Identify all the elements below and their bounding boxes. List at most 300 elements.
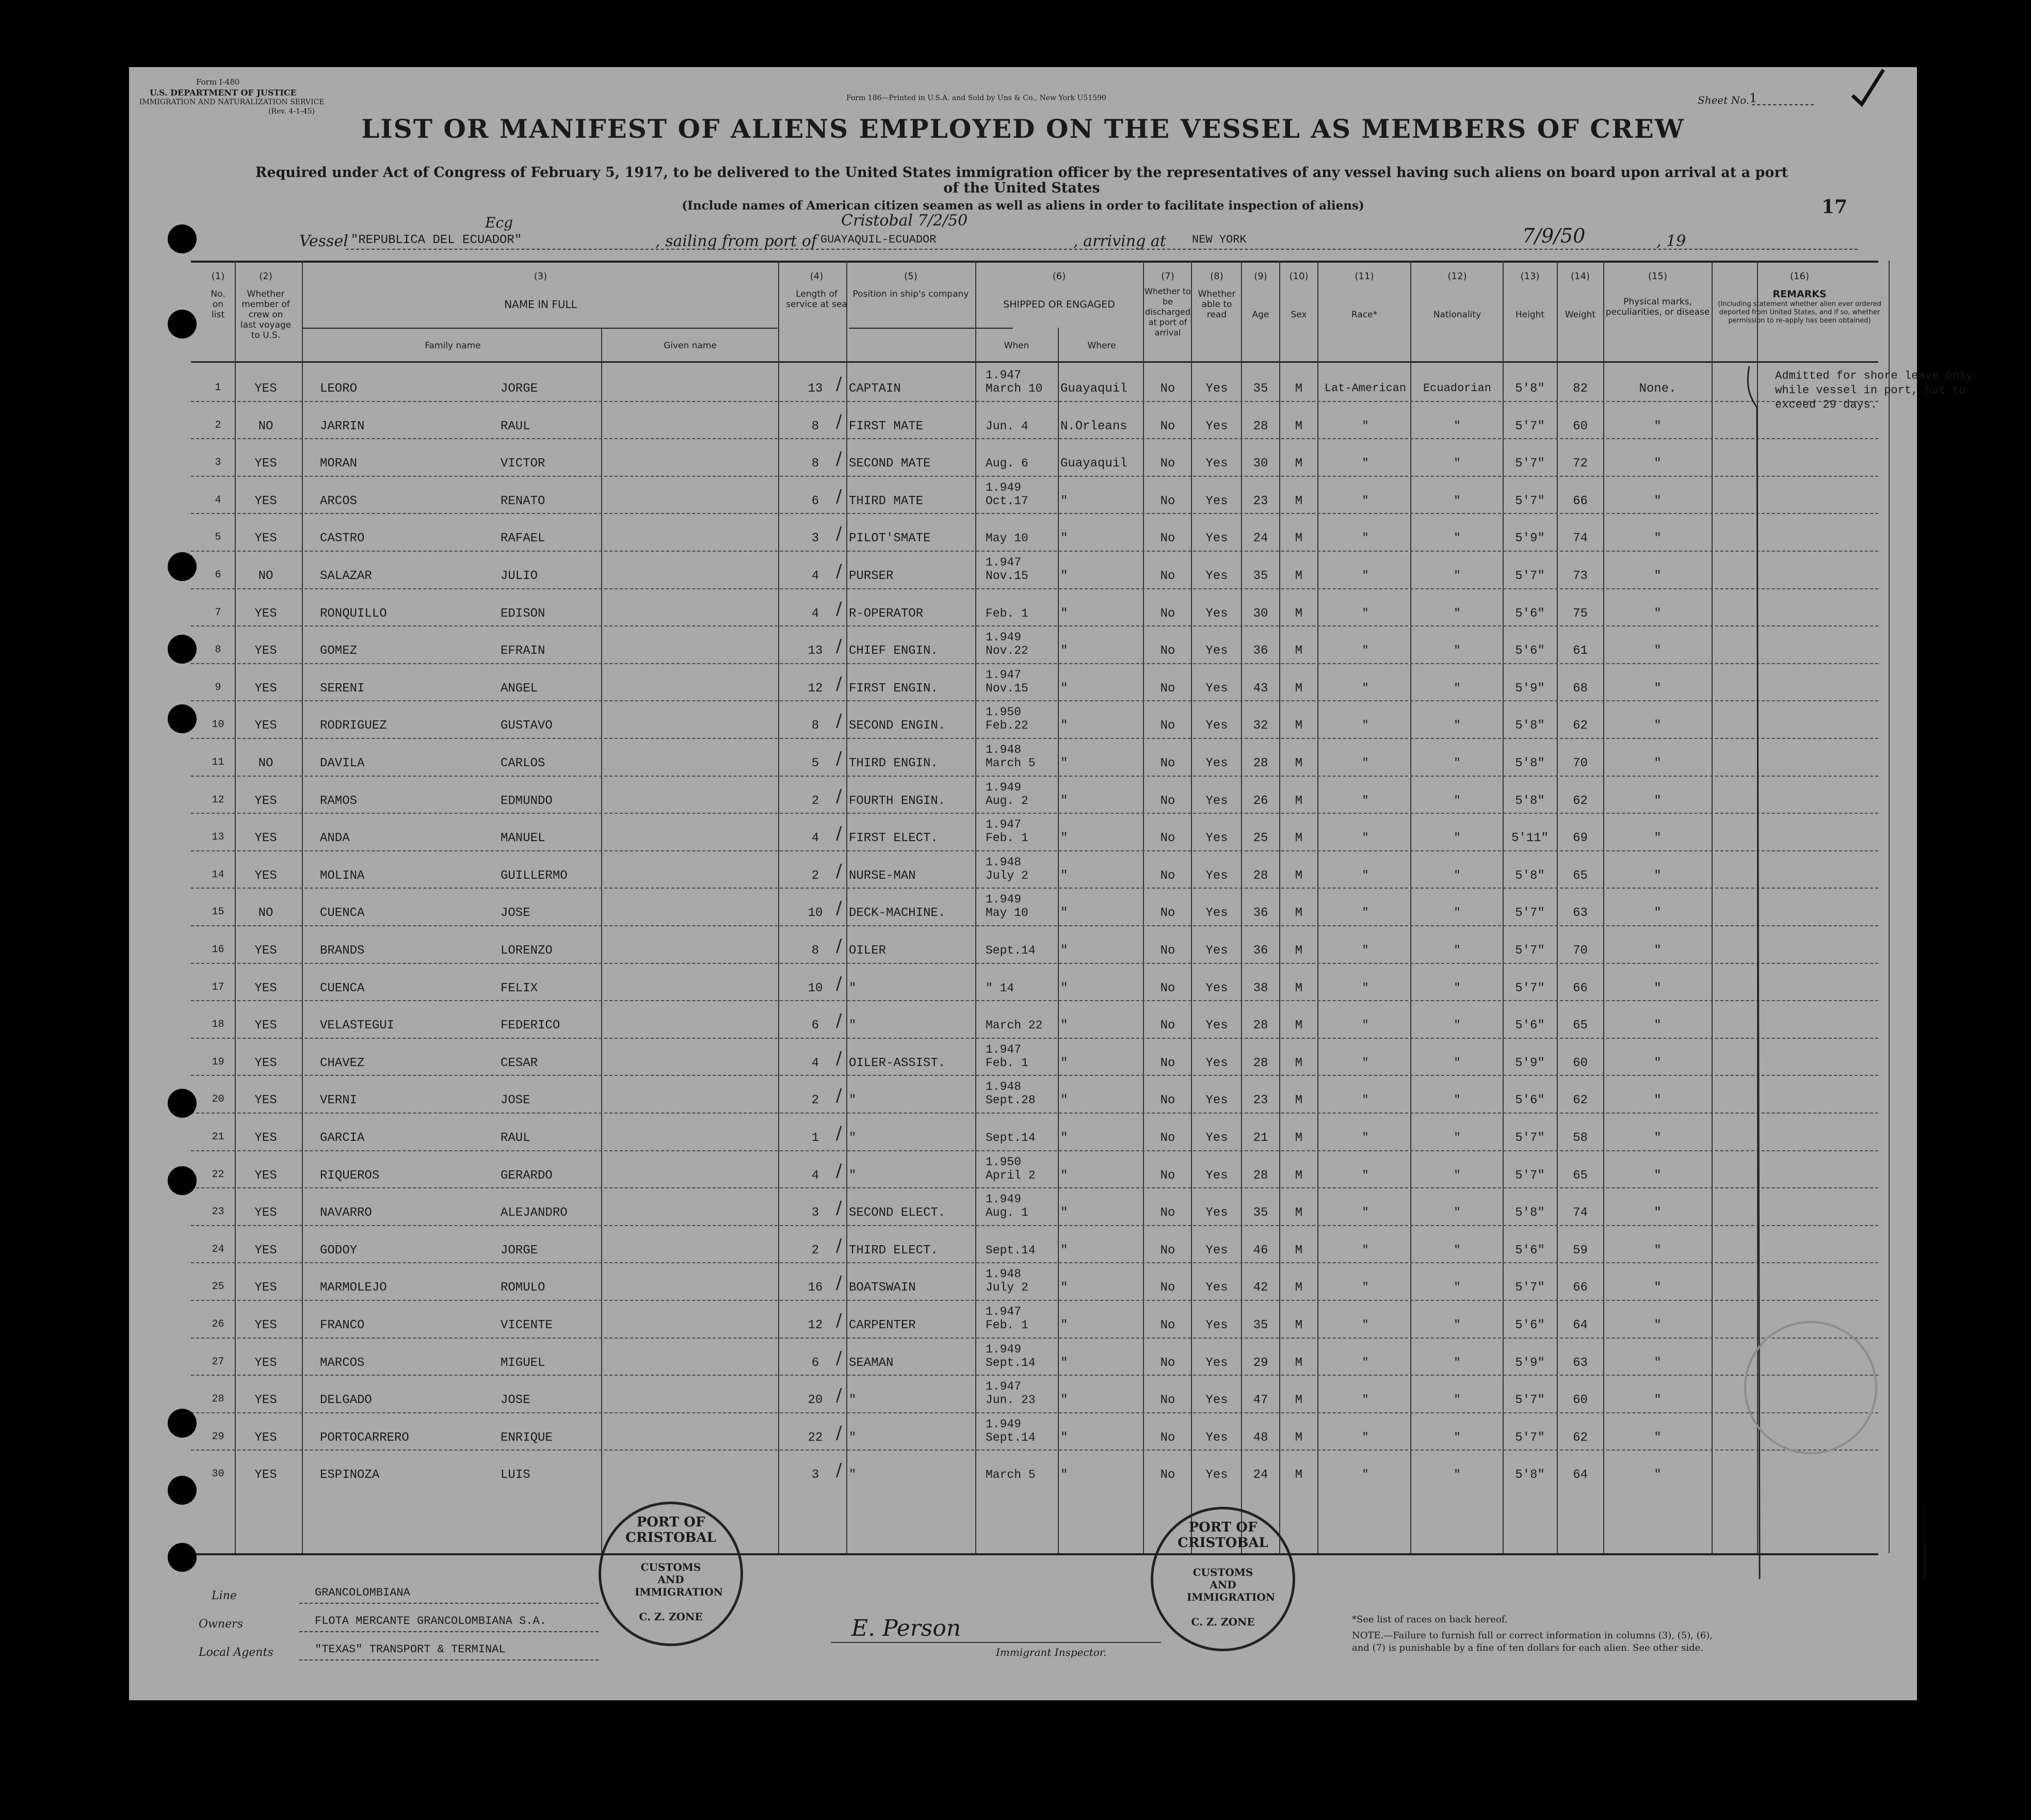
cell-no: 10 <box>212 719 224 731</box>
check-slash-icon: / <box>836 711 842 732</box>
cell-where: " <box>1060 531 1068 546</box>
cell-disch: No <box>1160 1356 1175 1370</box>
cell-given: VICENTE <box>501 1318 553 1332</box>
cell-marks: " <box>1654 419 1662 433</box>
cell-when: March 5 <box>986 1468 1036 1482</box>
cell-position: SECOND ELECT. <box>849 1206 946 1220</box>
cell-position: THIRD MATE <box>849 494 924 508</box>
stamp-inner-text: CUSTOMS AND IMMIGRATION <box>635 1561 723 1598</box>
cell-height: 5'7" <box>1515 1393 1545 1408</box>
cell-position: " <box>849 981 857 995</box>
cell-height: 5'9" <box>1515 681 1545 696</box>
cell-read: Yes <box>1205 606 1228 621</box>
cell-height: 5'8" <box>1515 382 1545 396</box>
cell-weight: 66 <box>1573 494 1588 508</box>
cell-race: " <box>1362 906 1369 920</box>
cell-no: 26 <box>212 1318 224 1330</box>
cell-family: ANDA <box>320 831 350 846</box>
cell-age: 36 <box>1253 906 1268 921</box>
cell-race: " <box>1362 1206 1369 1219</box>
col-label-sex: Sex <box>1291 310 1307 320</box>
cell-height: 5'7" <box>1515 906 1545 921</box>
cell-race: " <box>1362 756 1369 769</box>
cell-prev: YES <box>254 868 277 883</box>
cell-marks: " <box>1654 531 1662 546</box>
inspector-label: Immigrant Inspector. <box>996 1646 1107 1658</box>
cell-nat: " <box>1454 1206 1461 1219</box>
cell-when: Jun. 4 <box>986 419 1028 433</box>
cell-year: 1.949 <box>986 1193 1022 1206</box>
cell-when: Oct.17 <box>986 494 1028 508</box>
vessel-label: Vessel <box>299 232 348 250</box>
cell-position: FIRST MATE <box>849 419 924 433</box>
cell-weight: 65 <box>1573 1168 1588 1183</box>
cell-age: 30 <box>1253 606 1268 621</box>
cell-race: " <box>1362 794 1369 807</box>
cell-given: JOSE <box>501 1393 530 1408</box>
cell-family: GARCIA <box>320 1131 365 1145</box>
cell-weight: 75 <box>1573 606 1588 621</box>
cell-read: Yes <box>1205 419 1228 433</box>
cell-height: 5'7" <box>1515 944 1545 958</box>
agents-underline <box>299 1660 599 1661</box>
cell-height: 5'7" <box>1515 1131 1545 1145</box>
cell-race: " <box>1362 644 1369 657</box>
cell-prev: YES <box>254 1318 277 1332</box>
cell-prev: YES <box>254 1356 277 1370</box>
column-rule <box>1557 261 1558 1553</box>
cell-prev: YES <box>254 1468 277 1483</box>
cell-weight: 62 <box>1573 794 1588 808</box>
sailing-label: , sailing from port of <box>655 232 817 250</box>
cell-when: Feb.22 <box>986 719 1028 733</box>
cell-no: 24 <box>212 1243 224 1255</box>
cell-race: " <box>1362 944 1369 957</box>
cell-position: " <box>849 1168 857 1183</box>
cell-when: Sept.14 <box>986 1131 1036 1145</box>
col-label-where: Where <box>1087 341 1116 351</box>
cell-where: " <box>1060 1056 1068 1070</box>
cell-no: 8 <box>215 644 221 656</box>
cell-weight: 60 <box>1573 1056 1588 1070</box>
cell-nat: " <box>1454 868 1461 882</box>
cell-read: Yes <box>1205 1093 1228 1108</box>
check-slash-icon: / <box>836 1422 842 1443</box>
cell-nat: " <box>1454 494 1461 507</box>
cell-prev: YES <box>254 1168 277 1183</box>
cell-height: 5'7" <box>1515 1281 1545 1295</box>
cell-where: " <box>1060 1281 1068 1295</box>
cell-disch: No <box>1160 1393 1175 1408</box>
check-slash-icon: / <box>836 1460 842 1481</box>
stamp-outer-text: PORT OF CRISTOBAL <box>1178 1520 1268 1551</box>
cell-where: " <box>1060 1131 1068 1145</box>
cell-sex: M <box>1295 981 1303 995</box>
cell-nat: " <box>1454 756 1461 769</box>
cell-when: March 10 <box>986 382 1043 395</box>
cell-age: 23 <box>1253 494 1268 508</box>
cell-when: March 22 <box>986 1019 1043 1033</box>
stamp-bottom-text: C. Z. ZONE <box>1191 1616 1255 1628</box>
cell-weight: 72 <box>1573 457 1588 471</box>
cell-where: Guayaquil <box>1060 382 1127 396</box>
cell-sex: M <box>1295 906 1303 921</box>
cell-prev: YES <box>254 1281 277 1295</box>
cell-where: " <box>1060 1019 1068 1033</box>
cell-when: May 10 <box>986 531 1028 545</box>
cell-given: ENRIQUE <box>501 1430 553 1445</box>
cell-height: 5'8" <box>1515 1468 1545 1483</box>
cell-no: 2 <box>215 419 221 431</box>
cell-sex: M <box>1295 1393 1303 1408</box>
cell-height: 5'6" <box>1515 606 1545 621</box>
check-slash-icon: / <box>836 1310 842 1331</box>
cell-prev: YES <box>254 1430 277 1445</box>
remarks-text: Admitted for shore leave only while vessel in port, not to exceed 29 days. <box>1775 369 1973 411</box>
cell-where: " <box>1060 569 1068 583</box>
cell-position: " <box>849 1468 857 1483</box>
page-title: LIST OR MANIFEST OF ALIENS EMPLOYED ON THE VESSEL AS MEMBERS OF CREW <box>361 114 1685 144</box>
cell-where: " <box>1060 868 1068 883</box>
cell-given: JULIO <box>501 569 538 583</box>
cell-given: GUILLERMO <box>501 868 568 883</box>
cell-race: " <box>1362 1019 1369 1032</box>
col-label-race: Race* <box>1351 310 1378 320</box>
check-mark-icon <box>1847 67 1889 108</box>
cell-prev: NO <box>258 419 273 433</box>
cell-prev: YES <box>254 1093 277 1108</box>
cell-no: 15 <box>212 906 224 919</box>
cell-race: " <box>1362 1393 1369 1407</box>
cell-position: FIRST ENGIN. <box>849 681 938 696</box>
cell-nat: " <box>1454 1318 1461 1331</box>
cell-sex: M <box>1295 1168 1303 1183</box>
cell-sex: M <box>1295 644 1303 658</box>
cell-race: " <box>1362 569 1369 582</box>
cell-race: " <box>1362 1093 1369 1107</box>
column-rule <box>235 261 236 1553</box>
cell-read: Yes <box>1205 719 1228 733</box>
check-slash-icon: / <box>836 636 842 657</box>
cell-given: MANUEL <box>501 831 545 846</box>
cell-read: Yes <box>1205 794 1228 808</box>
cell-read: Yes <box>1205 1056 1228 1070</box>
cell-no: 9 <box>215 681 221 694</box>
cell-race: " <box>1362 1243 1369 1257</box>
col-num-15: (15) <box>1648 271 1667 282</box>
cell-position: FOURTH ENGIN. <box>849 794 946 808</box>
cell-marks: " <box>1654 756 1662 770</box>
cell-prev: YES <box>254 944 277 958</box>
col-label-weight: Weight <box>1565 310 1596 320</box>
cell-disch: No <box>1160 1056 1175 1070</box>
col-label-prev: Whether member of crew on last voyage to U.S. <box>240 289 292 341</box>
cell-sex: M <box>1295 1056 1303 1070</box>
cell-nat: " <box>1454 831 1461 845</box>
cell-disch: No <box>1160 981 1175 995</box>
cell-sex: M <box>1295 944 1303 958</box>
cell-disch: No <box>1160 644 1175 658</box>
cell-read: Yes <box>1205 1206 1228 1220</box>
cell-where: " <box>1060 1430 1068 1445</box>
cell-disch: No <box>1160 1430 1175 1445</box>
cell-height: 5'6" <box>1515 1019 1545 1033</box>
cell-nat: " <box>1454 1056 1461 1069</box>
cell-height: 5'7" <box>1515 1430 1545 1445</box>
cell-no: 20 <box>212 1093 224 1106</box>
cell-read: Yes <box>1205 1393 1228 1408</box>
cell-year: 1.950 <box>986 705 1022 719</box>
cell-sex: M <box>1295 569 1303 583</box>
cell-age: 35 <box>1253 1318 1268 1332</box>
cell-where: " <box>1060 1393 1068 1408</box>
col-num-4: (4) <box>810 271 824 282</box>
cell-age: 47 <box>1253 1393 1268 1408</box>
cell-position: SECOND MATE <box>849 457 931 471</box>
col-label-remarks: REMARKS <box>1772 288 1827 300</box>
cell-age: 28 <box>1253 419 1268 433</box>
cell-where: " <box>1060 831 1068 846</box>
cell-year: 1.947 <box>986 1380 1022 1394</box>
cell-prev: YES <box>254 382 277 396</box>
cell-age: 35 <box>1253 569 1268 583</box>
col-label-height: Height <box>1515 310 1545 320</box>
col-label-marks: Physical marks, peculiarities, or disease <box>1605 297 1710 317</box>
cell-when: Feb. 1 <box>986 1056 1028 1070</box>
cell-no: 14 <box>212 868 224 881</box>
cell-given: FEDERICO <box>501 1019 560 1033</box>
cell-where: " <box>1060 1318 1068 1332</box>
cell-marks: " <box>1654 1056 1662 1070</box>
cell-service: 16 <box>808 1281 823 1295</box>
cell-read: Yes <box>1205 569 1228 583</box>
check-slash-icon: / <box>836 1198 842 1219</box>
cell-given: JOSE <box>501 1093 530 1108</box>
cell-nat: " <box>1454 1131 1461 1144</box>
table-top-rule <box>191 261 1878 263</box>
cell-weight: 65 <box>1573 868 1588 883</box>
cell-marks: " <box>1654 457 1662 471</box>
cell-when: Jun. 23 <box>986 1393 1036 1407</box>
cell-service: 12 <box>808 681 823 696</box>
col-label-discharged: Whether to be discharged at port of arrival <box>1145 286 1191 337</box>
cell-when: July 2 <box>986 868 1028 882</box>
cell-year: 1.947 <box>986 368 1022 382</box>
check-slash-icon: / <box>836 411 842 432</box>
cell-prev: YES <box>254 1131 277 1145</box>
cell-age: 36 <box>1253 944 1268 958</box>
cell-disch: No <box>1160 868 1175 883</box>
cell-read: Yes <box>1205 1019 1228 1033</box>
cell-weight: 64 <box>1573 1318 1588 1332</box>
sheet-label: Sheet No. <box>1698 94 1750 106</box>
cell-disch: No <box>1160 944 1175 958</box>
cell-given: EDISON <box>501 606 545 621</box>
cell-age: 23 <box>1253 1093 1268 1108</box>
cell-position: " <box>849 1093 857 1108</box>
cell-year: 1.947 <box>986 1042 1022 1056</box>
cell-year: 1.949 <box>986 480 1022 494</box>
cell-race: " <box>1362 868 1369 882</box>
cell-disch: No <box>1160 1093 1175 1108</box>
cell-disch: No <box>1160 382 1175 396</box>
cell-read: Yes <box>1205 981 1228 995</box>
cell-family: BRANDS <box>320 944 365 958</box>
cell-sex: M <box>1295 1243 1303 1258</box>
cell-given: MIGUEL <box>501 1356 545 1370</box>
cell-where: " <box>1060 981 1068 995</box>
cell-family: CASTRO <box>320 531 365 546</box>
cell-where: " <box>1060 1093 1068 1108</box>
column-rule <box>1191 261 1192 1553</box>
col-num-12: (12) <box>1447 271 1467 282</box>
cell-height: 5'8" <box>1515 1206 1545 1220</box>
cell-sex: M <box>1295 1468 1303 1483</box>
cell-disch: No <box>1160 1281 1175 1295</box>
cell-position: NURSE-MAN <box>849 868 916 883</box>
cell-age: 43 <box>1253 681 1268 696</box>
col-label-position: Position in ship's company <box>852 289 969 299</box>
cell-where: " <box>1060 906 1068 921</box>
cell-service: 3 <box>811 531 819 546</box>
cell-nat: " <box>1454 1393 1461 1407</box>
cell-family: DAVILA <box>320 756 365 770</box>
cell-marks: " <box>1654 868 1662 883</box>
cell-marks: " <box>1654 1356 1662 1370</box>
cell-nat: " <box>1454 1356 1461 1369</box>
cell-age: 28 <box>1253 1019 1268 1033</box>
cell-weight: 62 <box>1573 719 1588 733</box>
cell-family: RIQUEROS <box>320 1168 380 1183</box>
check-slash-icon: / <box>836 785 842 807</box>
cell-given: LUIS <box>501 1468 530 1483</box>
cell-nat: " <box>1454 1168 1461 1182</box>
col-label-remarks-note: (Including statement whether alien ever ordered deported from United States, and if so, whether permission to re-apply has been obtained) <box>1718 300 1881 325</box>
col-num-8: (8) <box>1210 271 1223 282</box>
cell-height: 5'6" <box>1515 1093 1545 1108</box>
cell-year: 1.949 <box>986 631 1022 645</box>
cell-marks: " <box>1654 606 1662 621</box>
cell-age: 36 <box>1253 644 1268 658</box>
cell-marks: " <box>1654 1468 1662 1483</box>
cell-age: 38 <box>1253 981 1268 995</box>
cell-nat: " <box>1454 681 1461 695</box>
cell-prev: NO <box>258 569 273 583</box>
cell-sex: M <box>1295 1356 1303 1370</box>
cell-no: 29 <box>212 1430 224 1443</box>
arrival-date: 7/9/50 <box>1522 224 1586 247</box>
cell-read: Yes <box>1205 1281 1228 1295</box>
cell-position: SECOND ENGIN. <box>849 719 946 733</box>
cell-family: DELGADO <box>320 1393 372 1408</box>
cell-family: GODOY <box>320 1243 358 1258</box>
cell-no: 30 <box>212 1468 224 1480</box>
cell-nat: " <box>1454 1019 1461 1032</box>
cell-disch: No <box>1160 1131 1175 1145</box>
cell-read: Yes <box>1205 944 1228 958</box>
cell-no: 4 <box>215 494 221 506</box>
cell-family: CUENCA <box>320 981 365 995</box>
cell-weight: 60 <box>1573 1393 1588 1408</box>
cell-sex: M <box>1295 1318 1303 1332</box>
cell-sex: M <box>1295 1281 1303 1295</box>
cell-marks: " <box>1654 1093 1662 1108</box>
column-rule <box>1317 261 1318 1553</box>
cell-family: SALAZAR <box>320 569 372 583</box>
cell-no: 18 <box>212 1019 224 1031</box>
cell-prev: YES <box>254 681 277 696</box>
cell-nat: " <box>1454 1243 1461 1257</box>
cell-age: 21 <box>1253 1131 1268 1145</box>
col-num-6: (6) <box>1052 271 1066 282</box>
cell-height: 5'8" <box>1515 756 1545 770</box>
check-slash-icon: / <box>836 486 842 507</box>
line-underline <box>299 1603 599 1604</box>
cell-service: 5 <box>811 756 819 770</box>
cell-given: FELIX <box>501 981 538 995</box>
cell-disch: No <box>1160 494 1175 508</box>
cell-where: Guayaquil <box>1060 457 1127 471</box>
cell-given: RAFAEL <box>501 531 545 546</box>
cell-position: " <box>849 1393 857 1408</box>
col-label-service: Length of service at sea <box>786 289 847 310</box>
owners-underline <box>299 1631 599 1632</box>
cell-weight: 73 <box>1573 569 1588 583</box>
cell-given: JORGE <box>501 1243 538 1258</box>
cell-sex: M <box>1295 756 1303 770</box>
cell-where: " <box>1060 944 1068 958</box>
cell-service: 8 <box>811 457 819 471</box>
cell-weight: 60 <box>1573 419 1588 433</box>
cell-disch: No <box>1160 1318 1175 1332</box>
cell-sex: M <box>1295 1093 1303 1108</box>
cell-service: 2 <box>811 1243 819 1258</box>
cell-marks: " <box>1654 681 1662 696</box>
cell-sex: M <box>1295 1430 1303 1445</box>
cell-marks: " <box>1654 1019 1662 1033</box>
cell-read: Yes <box>1205 1131 1228 1145</box>
cell-race: Lat-American <box>1324 382 1407 395</box>
cell-given: RAUL <box>501 1131 530 1145</box>
cell-height: 5'7" <box>1515 981 1545 995</box>
col-num-11: (11) <box>1355 271 1374 282</box>
cell-service: 8 <box>811 419 819 433</box>
page-number: 17 <box>1822 196 1848 218</box>
check-slash-icon: / <box>836 823 842 844</box>
binder-hole <box>168 635 197 664</box>
cell-marks: " <box>1654 906 1662 921</box>
subtitle: Required under Act of Congress of February 5, 1917, to be delivered to the United States immigration officer by the representatives of any vessel having such aliens on board upon arrival at a port of the United States <box>255 165 1788 196</box>
binder-hole <box>168 1089 197 1118</box>
cell-no: 17 <box>212 981 224 993</box>
cell-no: 6 <box>215 569 221 581</box>
cell-marks: " <box>1654 719 1662 733</box>
cell-position: BOATSWAIN <box>849 1281 916 1295</box>
cell-service: 10 <box>808 906 823 921</box>
col-label-no: No. on list <box>211 289 225 320</box>
cell-weight: 61 <box>1573 644 1588 658</box>
check-slash-icon: / <box>836 523 842 544</box>
cell-family: SERENI <box>320 681 365 696</box>
cell-family: PORTOCARRERO <box>320 1430 409 1445</box>
col-num-10: (10) <box>1289 271 1309 282</box>
vessel-handwritten: Ecg <box>485 214 513 231</box>
check-slash-icon: / <box>836 898 842 919</box>
cell-where: " <box>1060 681 1068 696</box>
cell-prev: NO <box>258 906 273 921</box>
cell-read: Yes <box>1205 1318 1228 1332</box>
cell-marks: " <box>1654 1318 1662 1332</box>
